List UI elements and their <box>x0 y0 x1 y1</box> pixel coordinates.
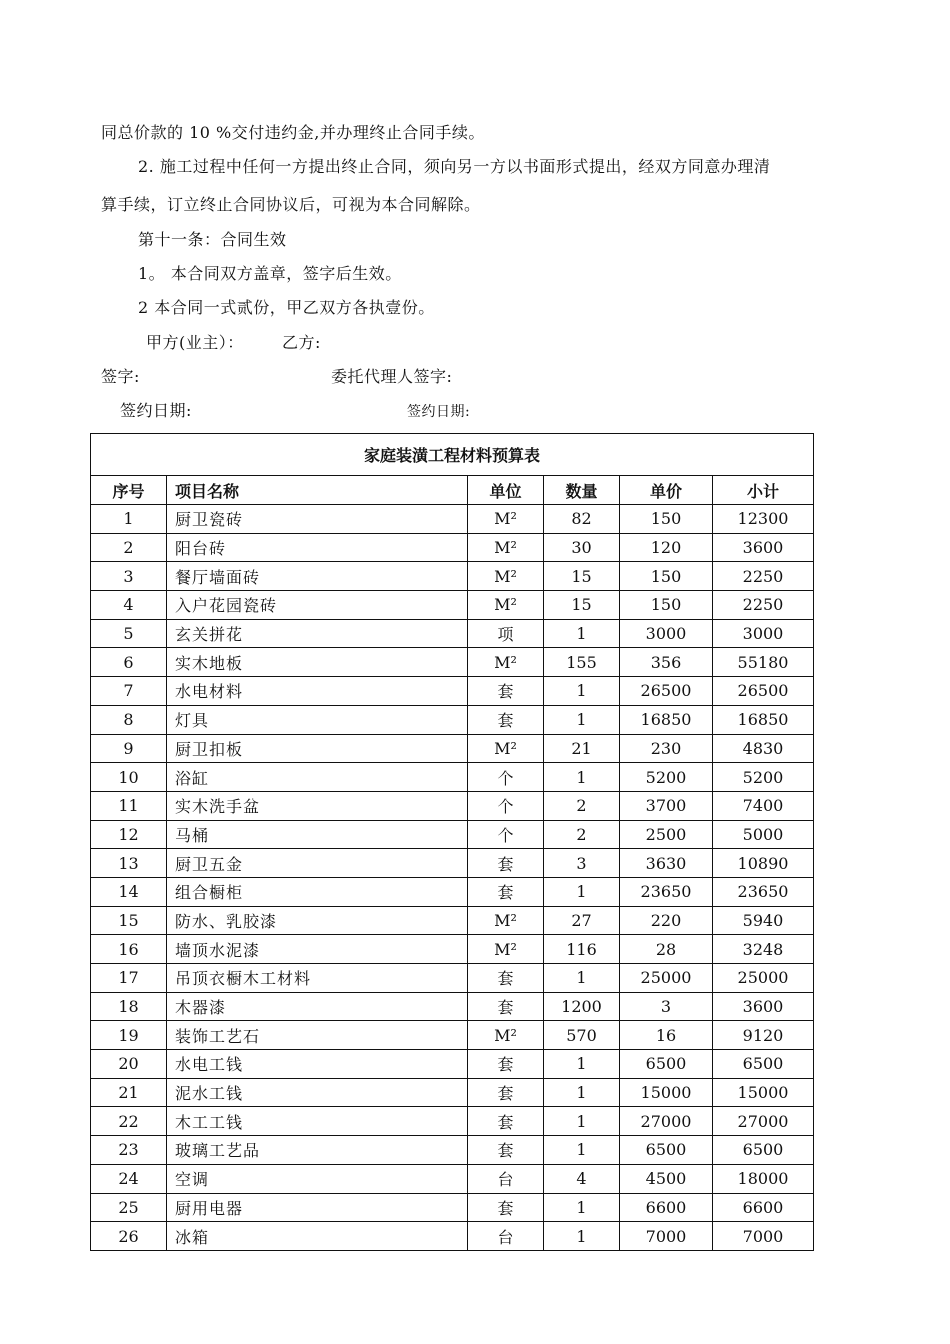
cell-subtotal: 7400 <box>713 791 814 820</box>
table-row <box>91 1222 814 1251</box>
cell-subtotal: 16850 <box>713 705 814 734</box>
cell-item-name: 玻璃工艺品 <box>167 1136 468 1165</box>
table-row <box>91 763 814 792</box>
table-row <box>91 906 814 935</box>
cell-quantity: 1 <box>544 1107 620 1136</box>
cell-index: 10 <box>91 763 167 792</box>
cell-subtotal: 3600 <box>713 533 814 562</box>
table-row <box>91 820 814 849</box>
clause-effective: 1。 本合同双方盖章，签字后生效。 <box>138 264 402 283</box>
cell-unit: 套 <box>468 677 544 706</box>
cell-unit: 套 <box>468 964 544 993</box>
table-row <box>91 1078 814 1107</box>
cell-unit-price: 16850 <box>620 705 713 734</box>
cell-item-name: 木器漆 <box>167 992 468 1021</box>
cell-unit: 台 <box>468 1164 544 1193</box>
cell-unit-price: 5200 <box>620 763 713 792</box>
cell-item-name: 装饰工艺石 <box>167 1021 468 1050</box>
cell-subtotal: 6600 <box>713 1193 814 1222</box>
table-row <box>91 619 814 648</box>
cell-index: 4 <box>91 591 167 620</box>
header-unit-price: 单价 <box>620 476 713 505</box>
table-row <box>91 1164 814 1193</box>
cell-index: 1 <box>91 505 167 534</box>
cell-subtotal: 27000 <box>713 1107 814 1136</box>
cell-quantity: 1 <box>544 1136 620 1165</box>
cell-quantity: 1200 <box>544 992 620 1021</box>
cell-unit: M² <box>468 505 544 534</box>
table-header-row <box>91 476 814 505</box>
signature-a-label: 签字: <box>101 367 140 386</box>
cell-item-name: 餐厅墙面砖 <box>167 562 468 591</box>
cell-item-name: 水电材料 <box>167 677 468 706</box>
cell-quantity: 3 <box>544 849 620 878</box>
cell-index: 24 <box>91 1164 167 1193</box>
cell-subtotal: 7000 <box>713 1222 814 1251</box>
table-row <box>91 1107 814 1136</box>
cell-index: 14 <box>91 877 167 906</box>
signature-b-label: 委托代理人签字: <box>331 367 453 386</box>
cell-unit-price: 356 <box>620 648 713 677</box>
cell-index: 16 <box>91 935 167 964</box>
cell-item-name: 灯具 <box>167 705 468 734</box>
cell-quantity: 1 <box>544 1050 620 1079</box>
cell-item-name: 吊顶衣橱木工材料 <box>167 964 468 993</box>
cell-subtotal: 5000 <box>713 820 814 849</box>
cell-unit: 台 <box>468 1222 544 1251</box>
cell-quantity: 4 <box>544 1164 620 1193</box>
cell-unit-price: 27000 <box>620 1107 713 1136</box>
cell-index: 9 <box>91 734 167 763</box>
cell-subtotal: 5200 <box>713 763 814 792</box>
cell-index: 19 <box>91 1021 167 1050</box>
cell-index: 13 <box>91 849 167 878</box>
cell-unit: 套 <box>468 992 544 1021</box>
cell-unit: M² <box>468 562 544 591</box>
cell-index: 6 <box>91 648 167 677</box>
cell-index: 5 <box>91 619 167 648</box>
cell-index: 26 <box>91 1222 167 1251</box>
cell-unit: 套 <box>468 1107 544 1136</box>
cell-item-name: 实木洗手盆 <box>167 791 468 820</box>
cell-unit: M² <box>468 906 544 935</box>
clause-copies: 2 本合同一式贰份，甲乙双方各执壹份。 <box>138 298 435 317</box>
cell-quantity: 2 <box>544 791 620 820</box>
cell-quantity: 15 <box>544 562 620 591</box>
cell-index: 22 <box>91 1107 167 1136</box>
cell-quantity: 1 <box>544 1222 620 1251</box>
table-row <box>91 734 814 763</box>
cell-unit: 个 <box>468 791 544 820</box>
cell-unit: 个 <box>468 763 544 792</box>
cell-index: 18 <box>91 992 167 1021</box>
table-row <box>91 677 814 706</box>
cell-unit-price: 7000 <box>620 1222 713 1251</box>
cell-quantity: 27 <box>544 906 620 935</box>
cell-index: 8 <box>91 705 167 734</box>
cell-quantity: 1 <box>544 705 620 734</box>
cell-unit-price: 150 <box>620 591 713 620</box>
cell-index: 12 <box>91 820 167 849</box>
cell-quantity: 1 <box>544 877 620 906</box>
cell-item-name: 入户花园瓷砖 <box>167 591 468 620</box>
cell-index: 2 <box>91 533 167 562</box>
cell-quantity: 2 <box>544 820 620 849</box>
cell-quantity: 15 <box>544 591 620 620</box>
cell-item-name: 泥水工钱 <box>167 1078 468 1107</box>
cell-item-name: 冰箱 <box>167 1222 468 1251</box>
cell-item-name: 阳台砖 <box>167 533 468 562</box>
cell-unit: 项 <box>468 619 544 648</box>
cell-unit-price: 4500 <box>620 1164 713 1193</box>
cell-index: 17 <box>91 964 167 993</box>
cell-unit: 套 <box>468 1193 544 1222</box>
cell-item-name: 厨卫瓷砖 <box>167 505 468 534</box>
cell-unit-price: 25000 <box>620 964 713 993</box>
cell-index: 23 <box>91 1136 167 1165</box>
cell-unit: M² <box>468 648 544 677</box>
cell-item-name: 厨卫扣板 <box>167 734 468 763</box>
cell-item-name: 浴缸 <box>167 763 468 792</box>
cell-unit: 套 <box>468 1050 544 1079</box>
cell-unit-price: 23650 <box>620 877 713 906</box>
table-row <box>91 705 814 734</box>
header-item-name: 项目名称 <box>167 476 468 505</box>
cell-unit: 套 <box>468 1078 544 1107</box>
cell-unit-price: 120 <box>620 533 713 562</box>
cell-subtotal: 3248 <box>713 935 814 964</box>
cell-item-name: 墙顶水泥漆 <box>167 935 468 964</box>
cell-quantity: 1 <box>544 964 620 993</box>
cell-item-name: 马桶 <box>167 820 468 849</box>
cell-subtotal: 4830 <box>713 734 814 763</box>
cell-subtotal: 9120 <box>713 1021 814 1050</box>
table-row <box>91 877 814 906</box>
table-row <box>91 533 814 562</box>
cell-subtotal: 26500 <box>713 677 814 706</box>
budget-table <box>90 433 814 1251</box>
cell-quantity: 1 <box>544 619 620 648</box>
table-row <box>91 791 814 820</box>
cell-quantity: 1 <box>544 1078 620 1107</box>
cell-unit: M² <box>468 935 544 964</box>
cell-index: 25 <box>91 1193 167 1222</box>
header-unit: 单位 <box>468 476 544 505</box>
table-row <box>91 849 814 878</box>
cell-unit: 套 <box>468 849 544 878</box>
header-subtotal: 小计 <box>713 476 814 505</box>
cell-subtotal: 15000 <box>713 1078 814 1107</box>
cell-subtotal: 3600 <box>713 992 814 1021</box>
cell-quantity: 570 <box>544 1021 620 1050</box>
cell-unit: 个 <box>468 820 544 849</box>
table-row <box>91 1136 814 1165</box>
cell-index: 11 <box>91 791 167 820</box>
cell-item-name: 厨用电器 <box>167 1193 468 1222</box>
paragraph-termination-1: 2. 施工过程中任何一方提出终止合同，须向另一方以书面形式提出，经双方同意办理清 <box>138 157 771 176</box>
cell-subtotal: 2250 <box>713 562 814 591</box>
cell-quantity: 116 <box>544 935 620 964</box>
party-a-label: 甲方(业主）： <box>146 333 244 352</box>
cell-subtotal: 18000 <box>713 1164 814 1193</box>
table-row <box>91 505 814 534</box>
cell-item-name: 玄关拼花 <box>167 619 468 648</box>
cell-unit-price: 6600 <box>620 1193 713 1222</box>
cell-index: 7 <box>91 677 167 706</box>
article-eleven-heading: 第十一条：合同生效 <box>138 230 287 249</box>
cell-index: 3 <box>91 562 167 591</box>
cell-unit-price: 150 <box>620 505 713 534</box>
cell-unit-price: 28 <box>620 935 713 964</box>
cell-unit-price: 3630 <box>620 849 713 878</box>
cell-unit-price: 26500 <box>620 677 713 706</box>
header-index: 序号 <box>91 476 167 505</box>
cell-unit-price: 150 <box>620 562 713 591</box>
table-row <box>91 648 814 677</box>
sign-date-b-label: 签约日期: <box>407 404 471 420</box>
cell-subtotal: 5940 <box>713 906 814 935</box>
cell-unit-price: 3700 <box>620 791 713 820</box>
cell-unit-price: 16 <box>620 1021 713 1050</box>
cell-subtotal: 12300 <box>713 505 814 534</box>
paragraph-penalty: 同总价款的 10 %交付违约金,并办理终止合同手续。 <box>101 123 485 142</box>
table-row <box>91 992 814 1021</box>
cell-item-name: 厨卫五金 <box>167 849 468 878</box>
cell-unit: 套 <box>468 705 544 734</box>
cell-subtotal: 3000 <box>713 619 814 648</box>
cell-item-name: 组合橱柜 <box>167 877 468 906</box>
cell-quantity: 1 <box>544 677 620 706</box>
cell-quantity: 82 <box>544 505 620 534</box>
cell-index: 20 <box>91 1050 167 1079</box>
cell-index: 21 <box>91 1078 167 1107</box>
cell-unit: 套 <box>468 877 544 906</box>
table-row <box>91 935 814 964</box>
cell-unit: M² <box>468 1021 544 1050</box>
table-title-row <box>91 434 814 476</box>
cell-unit: 套 <box>468 1136 544 1165</box>
cell-subtotal: 10890 <box>713 849 814 878</box>
header-quantity: 数量 <box>544 476 620 505</box>
cell-subtotal: 23650 <box>713 877 814 906</box>
table-row <box>91 964 814 993</box>
cell-subtotal: 25000 <box>713 964 814 993</box>
table-row <box>91 562 814 591</box>
cell-item-name: 木工工钱 <box>167 1107 468 1136</box>
cell-unit-price: 220 <box>620 906 713 935</box>
cell-item-name: 防水、乳胶漆 <box>167 906 468 935</box>
table-row <box>91 1050 814 1079</box>
cell-quantity: 21 <box>544 734 620 763</box>
cell-unit-price: 6500 <box>620 1136 713 1165</box>
paragraph-termination-2: 算手续，订立终止合同协议后，可视为本合同解除。 <box>101 195 481 214</box>
cell-quantity: 30 <box>544 533 620 562</box>
cell-unit-price: 6500 <box>620 1050 713 1079</box>
cell-subtotal: 6500 <box>713 1136 814 1165</box>
cell-quantity: 1 <box>544 1193 620 1222</box>
cell-item-name: 水电工钱 <box>167 1050 468 1079</box>
cell-item-name: 实木地板 <box>167 648 468 677</box>
table-row <box>91 1193 814 1222</box>
cell-quantity: 1 <box>544 763 620 792</box>
cell-quantity: 155 <box>544 648 620 677</box>
cell-unit: M² <box>468 533 544 562</box>
cell-item-name: 空调 <box>167 1164 468 1193</box>
cell-unit: M² <box>468 734 544 763</box>
cell-subtotal: 6500 <box>713 1050 814 1079</box>
table-title: 家庭装潢工程材料预算表 <box>91 434 814 476</box>
cell-unit-price: 3 <box>620 992 713 1021</box>
cell-unit-price: 2500 <box>620 820 713 849</box>
cell-subtotal: 55180 <box>713 648 814 677</box>
cell-unit-price: 15000 <box>620 1078 713 1107</box>
table-row <box>91 591 814 620</box>
cell-index: 15 <box>91 906 167 935</box>
cell-subtotal: 2250 <box>713 591 814 620</box>
party-b-label: 乙方: <box>282 333 321 352</box>
sign-date-a-label: 签约日期: <box>120 401 192 420</box>
cell-unit: M² <box>468 591 544 620</box>
table-row <box>91 1021 814 1050</box>
cell-unit-price: 230 <box>620 734 713 763</box>
cell-unit-price: 3000 <box>620 619 713 648</box>
